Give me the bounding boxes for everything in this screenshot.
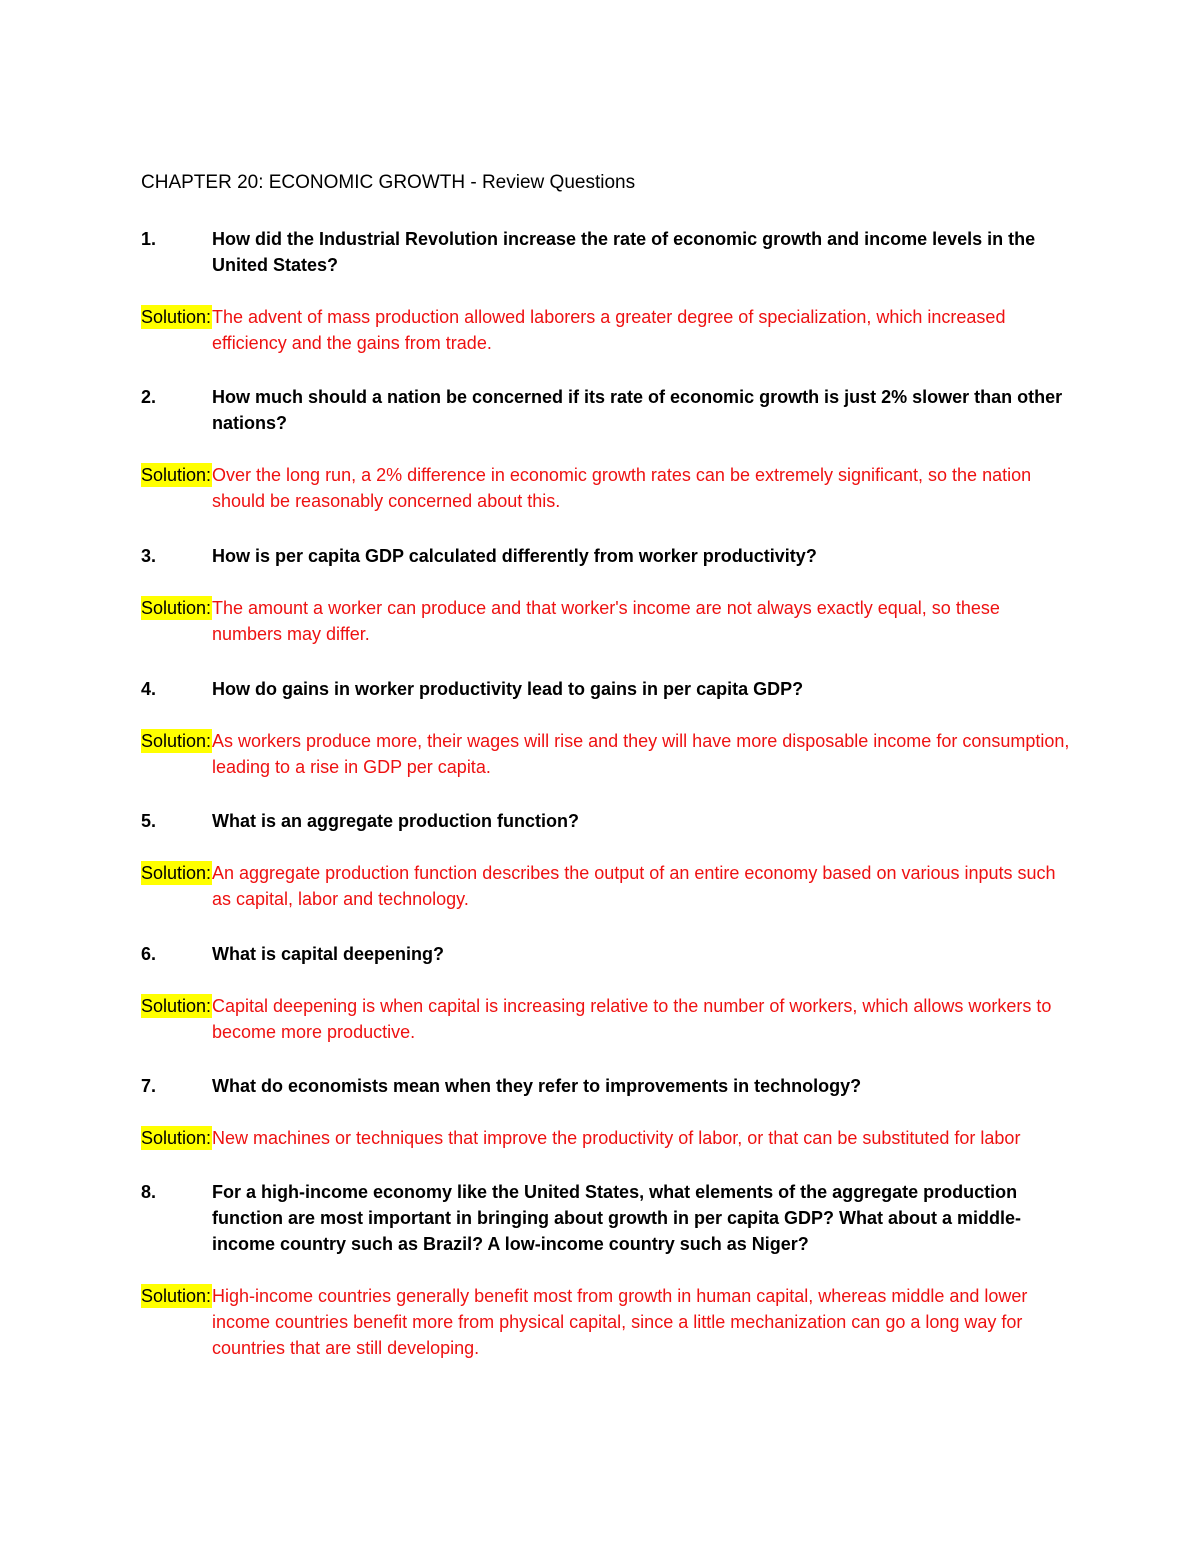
question-number: 2. <box>141 387 157 407</box>
solution-label: Solution: <box>141 598 212 618</box>
question-number: 6. <box>141 944 157 964</box>
question-number: 5. <box>141 811 157 831</box>
solution-label: Solution: <box>141 863 212 883</box>
solution <box>141 993 1071 1045</box>
solution-text: As workers produce more, their wages will rise and they will have more disposable income for consumption, leading to a rise in GDP per capita. <box>212 731 1070 777</box>
solution-label: Solution: <box>141 996 212 1016</box>
question-text: What is capital deepening? <box>212 944 445 964</box>
question <box>141 1073 1071 1099</box>
solution <box>141 462 1071 514</box>
solution-label: Solution: <box>141 307 212 327</box>
question-text: For a high-income economy like the United States, what elements of the aggregate production function are most important in bringing about growth in per capita GDP? What about a middle-income country such as Brazil? A low-income country such as Niger? <box>212 1182 1021 1254</box>
question-text: What do economists mean when they refer to improvements in technology? <box>212 1076 862 1096</box>
solution <box>141 860 1071 912</box>
question <box>141 384 1071 436</box>
question <box>141 226 1071 278</box>
solution <box>141 1283 1071 1361</box>
question-item-7 <box>141 1073 1071 1151</box>
question-text: How did the Industrial Revolution increase the rate of economic growth and income levels in the United States? <box>212 229 1036 275</box>
question-item-2 <box>141 384 1071 514</box>
question-number: 7. <box>141 1076 157 1096</box>
question <box>141 941 1071 967</box>
solution-label: Solution: <box>141 465 212 485</box>
question-item-8 <box>141 1179 1071 1361</box>
question-item-5 <box>141 808 1071 912</box>
question-number: 1. <box>141 229 157 249</box>
solution-text: Over the long run, a 2% difference in economic growth rates can be extremely significant, so the nation should be reasonably concerned about this. <box>212 465 1032 511</box>
solution <box>141 728 1071 780</box>
solution-label: Solution: <box>141 731 212 751</box>
solution-text: New machines or techniques that improve the productivity of labor, or that can be substituted for labor <box>212 1128 1021 1148</box>
solution-text: The advent of mass production allowed laborers a greater degree of specialization, which increased efficiency and the gains from trade. <box>212 307 1006 353</box>
question <box>141 543 1071 569</box>
question-number: 4. <box>141 679 157 699</box>
page-title: CHAPTER 20: ECONOMIC GROWTH - Review Questions <box>141 172 636 193</box>
question <box>141 676 1071 702</box>
solution-label: Solution: <box>141 1286 212 1306</box>
solution <box>141 304 1071 356</box>
question-text: How much should a nation be concerned if its rate of economic growth is just 2% slower than other nations? <box>212 387 1063 433</box>
solution-label: Solution: <box>141 1128 212 1148</box>
question <box>141 808 1071 834</box>
question-item-6 <box>141 941 1071 1045</box>
solution-text: High-income countries generally benefit most from growth in human capital, whereas middle and lower income countries benefit more from physical capital, since a little mechanization can go a long way for countries that are still developing. <box>212 1286 1028 1358</box>
question-text: What is an aggregate production function? <box>212 811 579 831</box>
solution-text: The amount a worker can produce and that worker's income are not always exactly equal, so these numbers may differ. <box>212 598 1000 644</box>
question-item-3 <box>141 543 1071 647</box>
question-number: 3. <box>141 546 157 566</box>
solution-text: An aggregate production function describes the output of an entire economy based on various inputs such as capital, labor and technology. <box>212 863 1056 909</box>
question-text: How is per capita GDP calculated differently from worker productivity? <box>212 546 817 566</box>
question-item-1 <box>141 226 1071 356</box>
solution <box>141 595 1071 647</box>
question <box>141 1179 1071 1257</box>
solution <box>141 1125 1071 1151</box>
question-item-4 <box>141 676 1071 780</box>
question-number: 8. <box>141 1182 157 1202</box>
question-text: How do gains in worker productivity lead to gains in per capita GDP? <box>212 679 804 699</box>
solution-text: Capital deepening is when capital is increasing relative to the number of workers, which allows workers to become more productive. <box>212 996 1052 1042</box>
